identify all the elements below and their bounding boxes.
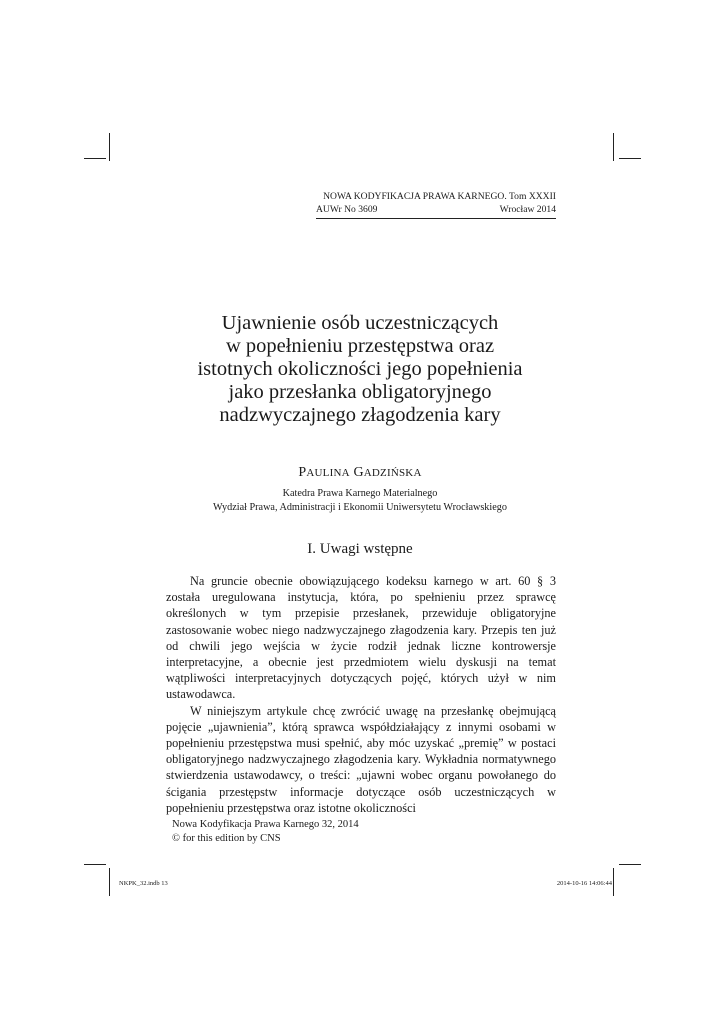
journal-line: NOWA KODYFIKACJA PRAWA KARNEGO. Tom XXXII <box>323 191 556 202</box>
crop-mark <box>619 158 641 159</box>
paragraph: W niniejszym artykule chcę zwrócić uwagę na przesłankę obejmującą pojęcie „ujawnienia”, którą sprawca współdziałający z innymi osobami w popełnieniu przestępstwa musi spełnić, aby móc uzyskać „premię” w postaci obligatoryjnego nadzwyczajnego złagodzenia kary. Wykładnia normatywnego stwierdzenia ustawodawcy, o treści: „ujawni wobec organu powołanego do ścigania przestępstw informacje dotyczące osób uczestniczących w popełnieniu przestępstwa oraz istotne okoliczności <box>166 703 556 815</box>
crop-mark <box>613 868 614 896</box>
affiliation <box>150 487 570 515</box>
title-line: jako przesłanka obligatoryjnego <box>228 381 492 403</box>
crop-mark <box>84 864 106 865</box>
copyright-footer <box>172 818 359 846</box>
place-year: Wrocław 2014 <box>499 204 556 215</box>
footer-copyright: © for this edition by CNS <box>172 833 281 844</box>
author-name: PAULINA GADZIŃSKA <box>298 465 422 480</box>
slug-right: 2014-10-16 14:06:44 <box>556 880 612 887</box>
title-line: nadzwyczajnego złagodzenia kary <box>219 404 501 426</box>
crop-mark <box>613 133 614 161</box>
affiliation-line: Wydział Prawa, Administracji i Ekonomii Uniwersytetu Wrocławskiego <box>213 502 507 513</box>
crop-mark <box>109 868 110 896</box>
paragraph: Na gruncie obecnie obowiązującego kodeksu karnego w art. 60 § 3 została uregulowana instytucja, która, po spełnieniu przez sprawcę określonych w tym przepisie przesłanek, przewiduje obligatoryjne zastosowanie wobec niego nadzwyczajnego złagodzenia kary. Przepis ten już od chwili jego wejścia w życie rodził jednak liczne kontrowersje interpretacyjne, a obecnie jest przedmiotem wielu dyskusji na temat wątpliwości interpretacyjnych dotyczących pojęć, których użył w nim ustawodawca. <box>166 574 556 702</box>
title-line: w popełnieniu przestępstwa oraz <box>225 335 495 357</box>
body-text <box>166 573 556 816</box>
crop-mark <box>84 158 106 159</box>
crop-mark <box>109 133 110 161</box>
header-rule <box>316 218 556 219</box>
series-number: AUWr No 3609 <box>316 204 378 215</box>
title-line: istotnych okoliczności jego popełnienia <box>197 358 523 380</box>
crop-mark <box>619 864 641 865</box>
slug-left: NKPK_32.indb 13 <box>119 880 168 887</box>
running-header <box>316 190 556 219</box>
affiliation-line: Katedra Prawa Karnego Materialnego <box>282 488 438 499</box>
title-line: Ujawnienie osób uczestniczących <box>221 312 499 334</box>
section-heading: I. Uwagi wstępne <box>307 541 413 557</box>
article-title <box>150 312 570 427</box>
footer-journal: Nowa Kodyfikacja Prawa Karnego 32, 2014 <box>172 819 359 830</box>
